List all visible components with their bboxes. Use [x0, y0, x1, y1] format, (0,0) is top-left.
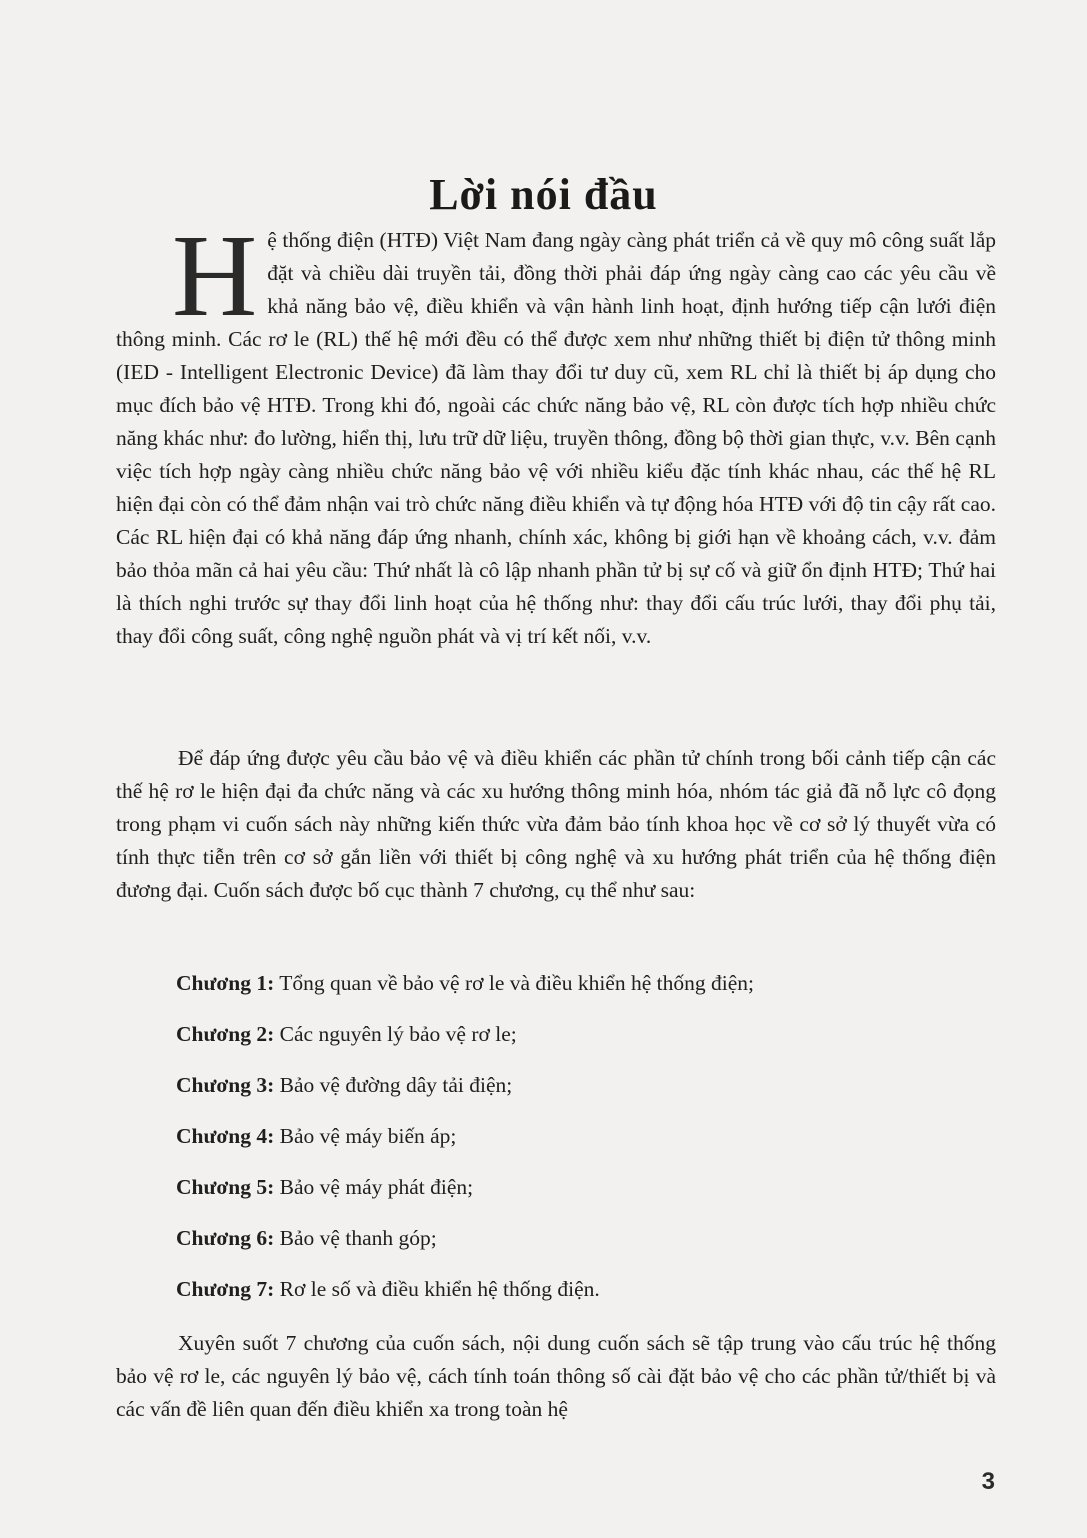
paragraph-3: Xuyên suốt 7 chương của cuốn sách, nội dung cuốn sách sẽ tập trung vào cấu trúc hệ thống bảo vệ rơ le, các nguyên lý bảo vệ, cách tính toán thông số cài đặt bảo vệ cho các phần tử/thiết bị và các vấn đề liên quan đến điều khiển xa trong toàn hệ [116, 1331, 996, 1421]
intro-paragraph [116, 210, 996, 653]
chapter-label: Chương 3: [176, 1073, 275, 1097]
intro-paragraph-text: ệ thống điện (HTĐ) Việt Nam đang ngày càng phát triển cả về quy mô công suất lắp đặt và chiều dài truyền tải, đồng thời phải đáp ứng ngày càng cao các yêu cầu về khả năng bảo vệ, điều khiển và vận hành linh hoạt, định hướng tiếp cận lưới điện thông minh. Các rơ le (RL) thế hệ mới đều có thể được xem như những thiết bị điện tử thông minh (IED - Intelligent Electronic Device) đã làm thay đổi tư duy cũ, xem RL chỉ là thiết bị áp dụng cho mục đích bảo vệ HTĐ. Trong khi đó, ngoài các chức năng bảo vệ, RL còn được tích hợp nhiều chức năng khác như: đo lường, hiển thị, lưu trữ dữ liệu, truyền thông, đồng bộ thời gian thực, v.v. Bên cạnh việc tích hợp ngày càng nhiều chức năng bảo vệ với nhiều kiểu đặc tính khác nhau, các thế hệ RL hiện đại còn có thể đảm nhận vai trò chức năng điều khiển và tự động hóa HTĐ với độ tin cậy rất cao. Các RL hiện đại có khả năng đáp ứng nhanh, chính xác, không bị giới hạn về khoảng cách, v.v. đảm bảo thỏa mãn cả hai yêu cầu: Thứ nhất là cô lập nhanh phần tử bị sự cố và giữ ổn định HTĐ; Thứ hai là thích nghi trước sự thay đổi linh hoạt của hệ thống như: thay đổi cấu trúc lưới, thay đổi phụ tải, thay đổi công suất, công nghệ nguồn phát và vị trí kết nối, v.v. [116, 228, 996, 648]
page-number: 3 [981, 1468, 995, 1495]
chapter-title: Bảo vệ máy biến áp; [274, 1124, 457, 1148]
chapter-title: Bảo vệ đường dây tải điện; [274, 1073, 513, 1097]
chapter-item [176, 1120, 996, 1171]
chapter-title: Tổng quan về bảo vệ rơ le và điều khiển hệ thống điện; [274, 971, 754, 995]
chapter-label: Chương 5: [176, 1175, 275, 1199]
drop-cap: H [172, 210, 258, 341]
chapter-item [176, 1069, 996, 1120]
chapter-label: Chương 2: [176, 1022, 275, 1046]
chapter-item [176, 967, 996, 1018]
chapter-title: Rơ le số và điều khiển hệ thống điện. [274, 1277, 600, 1301]
chapter-item [176, 1171, 996, 1222]
chapter-item [176, 1273, 996, 1324]
chapter-label: Chương 7: [176, 1277, 275, 1301]
chapter-label: Chương 4: [176, 1124, 275, 1148]
chapter-list [176, 967, 996, 1324]
paragraph-2: Để đáp ứng được yêu cầu bảo vệ và điều khiển các phần tử chính trong bối cảnh tiếp cận các thế hệ rơ le hiện đại đa chức năng và các xu hướng thông minh hóa, nhóm tác giả đã nỗ lực cô đọng trong phạm vi cuốn sách này những kiến thức vừa đảm bảo tính khoa học về cơ sở lý thuyết vừa có tính thực tiễn trên cơ sở gắn liền với thiết bị công nghệ và xu hướng phát triển của hệ thống điện đương đại. Cuốn sách được bố cục thành 7 chương, cụ thể như sau: [116, 746, 996, 902]
chapter-title: Bảo vệ máy phát điện; [274, 1175, 474, 1199]
chapter-label: Chương 1: [176, 971, 275, 995]
chapter-title: Các nguyên lý bảo vệ rơ le; [274, 1022, 517, 1046]
chapter-label: Chương 6: [176, 1226, 275, 1250]
chapter-title: Bảo vệ thanh góp; [274, 1226, 437, 1250]
chapter-item [176, 1018, 996, 1069]
chapter-item [176, 1222, 996, 1273]
page-title: Lời nói đầu [429, 170, 658, 220]
